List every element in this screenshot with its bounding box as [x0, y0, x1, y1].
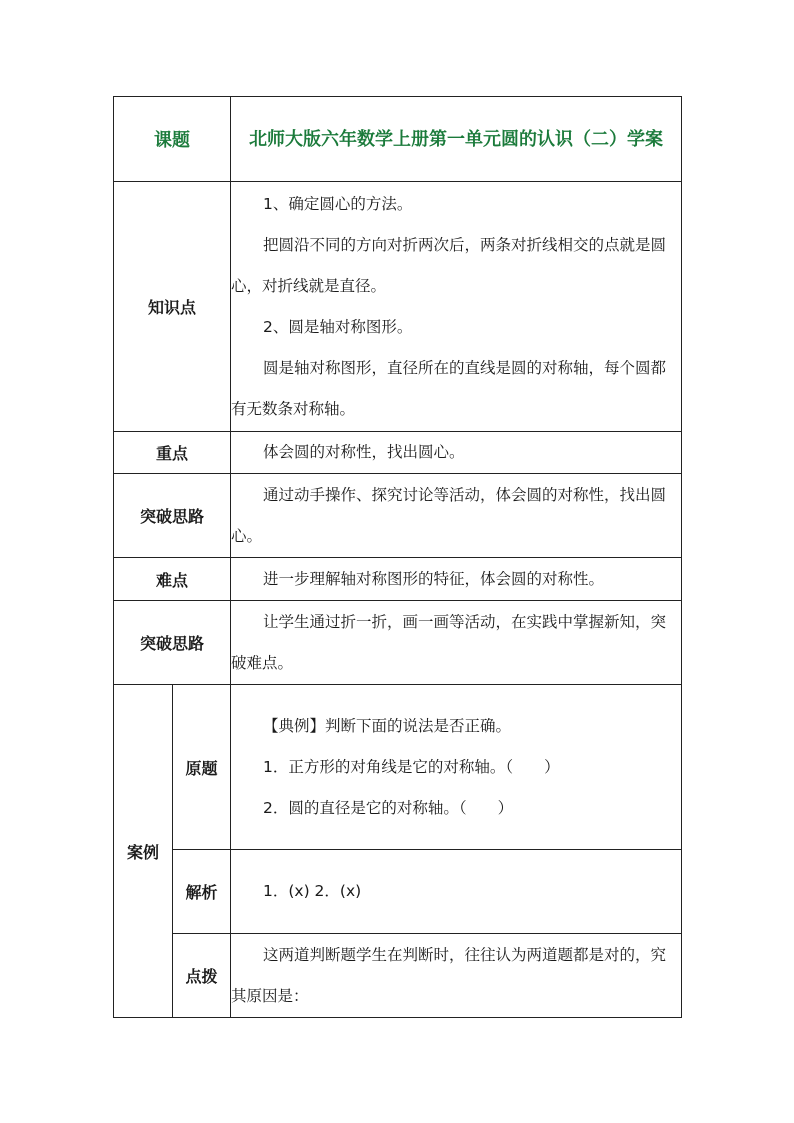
key-point-row	[114, 432, 682, 474]
lesson-plan-table	[113, 96, 682, 1018]
difficulty-content	[231, 558, 682, 601]
knowledge-content	[231, 182, 682, 432]
knowledge-line-2: 把圆沿不同的方向对折两次后，两条对折线相交的点就是圆心，对折线就是直径。	[231, 235, 667, 295]
difficulty-label: 难点	[114, 558, 231, 601]
key-breakthrough-text: 通过动手操作、探究讨论等活动，体会圆的对称性，找出圆心。	[231, 485, 667, 545]
analysis-label: 解析	[173, 850, 231, 934]
knowledge-line-1: 1、确定圆心的方法。	[263, 194, 413, 213]
difficulty-breakthrough-text: 让学生通过折一折，画一画等活动，在实践中掌握新知，突破难点。	[231, 612, 667, 672]
title-label: 课题	[114, 97, 231, 182]
case-analysis-row	[114, 850, 682, 934]
difficulty-breakthrough-content	[231, 601, 682, 685]
key-point-label: 重点	[114, 432, 231, 474]
key-point-content	[231, 432, 682, 474]
page-title: 北师大版六年数学上册第一单元圆的认识（二）学案	[231, 97, 682, 182]
problem-line-1: 【典例】判断下面的说法是否正确。	[263, 716, 512, 735]
difficulty-row	[114, 558, 682, 601]
tips-label: 点拨	[173, 934, 231, 1018]
problem-line-3: 2．圆的直径是它的对称轴。（ ）	[263, 798, 514, 817]
problem-line-2: 1．正方形的对角线是它的对称轴。（ ）	[263, 757, 560, 776]
case-tips-row	[114, 934, 682, 1018]
title-row	[114, 97, 682, 182]
analysis-text: 1．(x) 2．(x)	[263, 882, 362, 900]
knowledge-line-3: 2、圆是轴对称图形。	[263, 317, 413, 336]
key-breakthrough-label: 突破思路	[114, 474, 231, 558]
analysis-content	[231, 850, 682, 934]
difficulty-text: 进一步理解轴对称图形的特征，体会圆的对称性。	[263, 569, 605, 588]
difficulty-breakthrough-row	[114, 601, 682, 685]
problem-content	[231, 685, 682, 850]
key-breakthrough-row	[114, 474, 682, 558]
case-problem-row	[114, 685, 682, 850]
knowledge-row	[114, 182, 682, 432]
knowledge-label: 知识点	[114, 182, 231, 432]
difficulty-breakthrough-label: 突破思路	[114, 601, 231, 685]
key-point-text: 体会圆的对称性，找出圆心。	[263, 443, 465, 461]
key-breakthrough-content	[231, 474, 682, 558]
tips-content	[231, 934, 682, 1018]
knowledge-line-4: 圆是轴对称图形，直径所在的直线是圆的对称轴，每个圆都有无数条对称轴。	[231, 358, 667, 418]
case-label: 案例	[114, 685, 173, 1018]
problem-label: 原题	[173, 685, 231, 850]
tips-text: 这两道判断题学生在判断时，往往认为两道题都是对的，究其原因是：	[231, 945, 667, 1005]
